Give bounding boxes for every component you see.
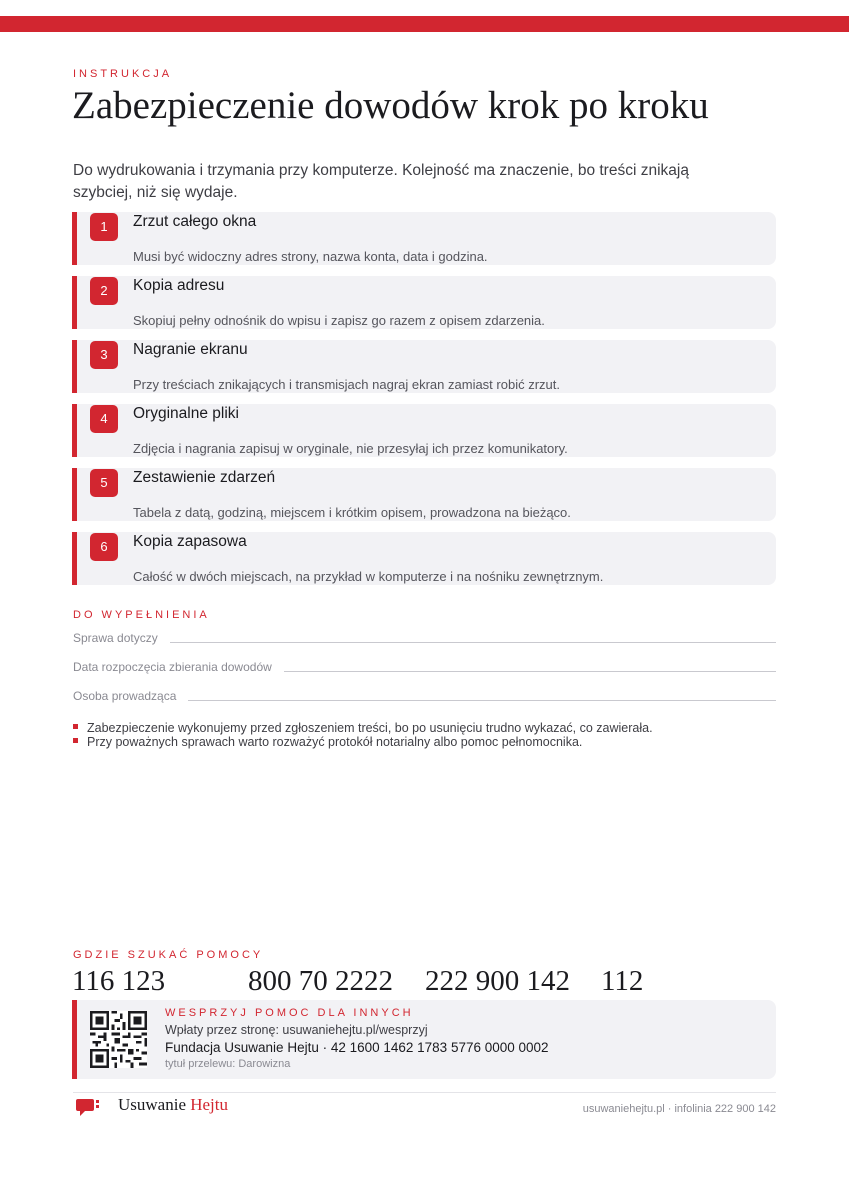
- step-description: Skopiuj pełny odnośnik do wpisu i zapisz go razem z opisem zdarzenia.: [133, 313, 545, 328]
- step-description: Musi być widoczny adres strony, nazwa konta, data i godzina.: [133, 249, 488, 264]
- support-donation-link[interactable]: Wpłaty przez stronę: usuwaniehejtu.pl/wesprzyj: [165, 1023, 428, 1037]
- footer-divider: [73, 1092, 776, 1093]
- step-card: [72, 340, 776, 393]
- footer-contact[interactable]: usuwaniehejtu.pl · infolinia 222 900 142: [582, 1103, 776, 1115]
- note-text: Przy poważnych sprawach warto rozważyć protokół notarialny albo pomoc pełnomocnika.: [87, 735, 583, 749]
- step-title: Zestawienie zdarzeń: [133, 469, 276, 486]
- step-description: Tabela z datą, godziną, miejscem i krótkim opisem, prowadzona na bieżąco.: [133, 505, 571, 520]
- step-card: [72, 276, 776, 329]
- step-card: [72, 404, 776, 457]
- support-bank-account: Fundacja Usuwanie Hejtu · 42 1600 1462 1783 5776 0000 0002: [165, 1040, 549, 1055]
- form-field-subject[interactable]: [73, 629, 776, 645]
- form-field-person[interactable]: [73, 687, 776, 703]
- form-field-line[interactable]: [170, 642, 776, 643]
- helpline-number[interactable]: 800 70 2222: [248, 965, 393, 997]
- note-item: [73, 735, 582, 749]
- step-card: [72, 212, 776, 265]
- bullet-icon: [73, 738, 78, 743]
- brand-name-main: Usuwanie: [118, 1095, 186, 1114]
- help-section-label: GDZIE SZUKAĆ POMOCY: [73, 949, 264, 961]
- form-field-line[interactable]: [188, 700, 776, 701]
- document-eyebrow: INSTRUKCJA: [73, 68, 173, 80]
- form-field-label: Sprawa dotyczy: [73, 631, 158, 645]
- document-title: Zabezpieczenie dowodów krok po kroku: [72, 84, 709, 127]
- top-accent-bar: [0, 16, 849, 32]
- support-panel: [72, 1000, 776, 1079]
- step-description: Przy treściach znikających i transmisjach nagraj ekran zamiast robić zrzut.: [133, 377, 560, 392]
- helpline-number[interactable]: 112: [601, 965, 644, 997]
- qr-code-icon: [90, 1011, 147, 1068]
- step-number-badge: 2: [90, 277, 118, 305]
- bullet-icon: [73, 724, 78, 729]
- step-description: Całość w dwóch miejscach, na przykład w komputerze i na nośniku zewnętrznym.: [133, 569, 604, 584]
- step-description: Zdjęcia i nagrania zapisuj w oryginale, nie przesyłaj ich przez komunikatory.: [133, 441, 568, 456]
- note-text: Zabezpieczenie wykonujemy przed zgłoszeniem treści, bo po usunięciu trudno wykazać, co zawierała.: [87, 721, 653, 735]
- note-item: [73, 721, 653, 735]
- step-title: Kopia zapasowa: [133, 533, 247, 550]
- step-title: Oryginalne pliki: [133, 405, 239, 422]
- brand-name-accent: Hejtu: [190, 1095, 229, 1114]
- step-title: Zrzut całego okna: [133, 213, 257, 230]
- helpline-number[interactable]: 222 900 142: [425, 965, 570, 997]
- form-section-label: DO WYPEŁNIENIA: [73, 609, 210, 621]
- form-field-line[interactable]: [284, 671, 776, 672]
- step-title: Nagranie ekranu: [133, 341, 248, 358]
- step-number-badge: 3: [90, 341, 118, 369]
- step-number-badge: 4: [90, 405, 118, 433]
- form-field-label: Data rozpoczęcia zbierania dowodów: [73, 660, 272, 674]
- step-number-badge: 5: [90, 469, 118, 497]
- step-card: [72, 468, 776, 521]
- helpline-number[interactable]: 116 123: [72, 965, 166, 997]
- step-card: [72, 532, 776, 585]
- support-label: WESPRZYJ POMOC DLA INNYCH: [165, 1007, 414, 1019]
- intro-text: Do wydrukowania i trzymania przy komputerze. Kolejność ma znaczenie, bo treści znikają szybciej, niż się wydaje.: [73, 162, 689, 201]
- brand-logo[interactable]: [118, 1095, 228, 1115]
- form-field-label: Osoba prowadząca: [73, 689, 177, 703]
- support-transfer-title: tytuł przelewu: Darowizna: [165, 1058, 291, 1070]
- form-field-start-date[interactable]: [73, 658, 776, 674]
- step-number-badge: 1: [90, 213, 118, 241]
- step-number-badge: 6: [90, 533, 118, 561]
- speech-bubble-logo-icon: [76, 1096, 102, 1118]
- step-title: Kopia adresu: [133, 277, 225, 294]
